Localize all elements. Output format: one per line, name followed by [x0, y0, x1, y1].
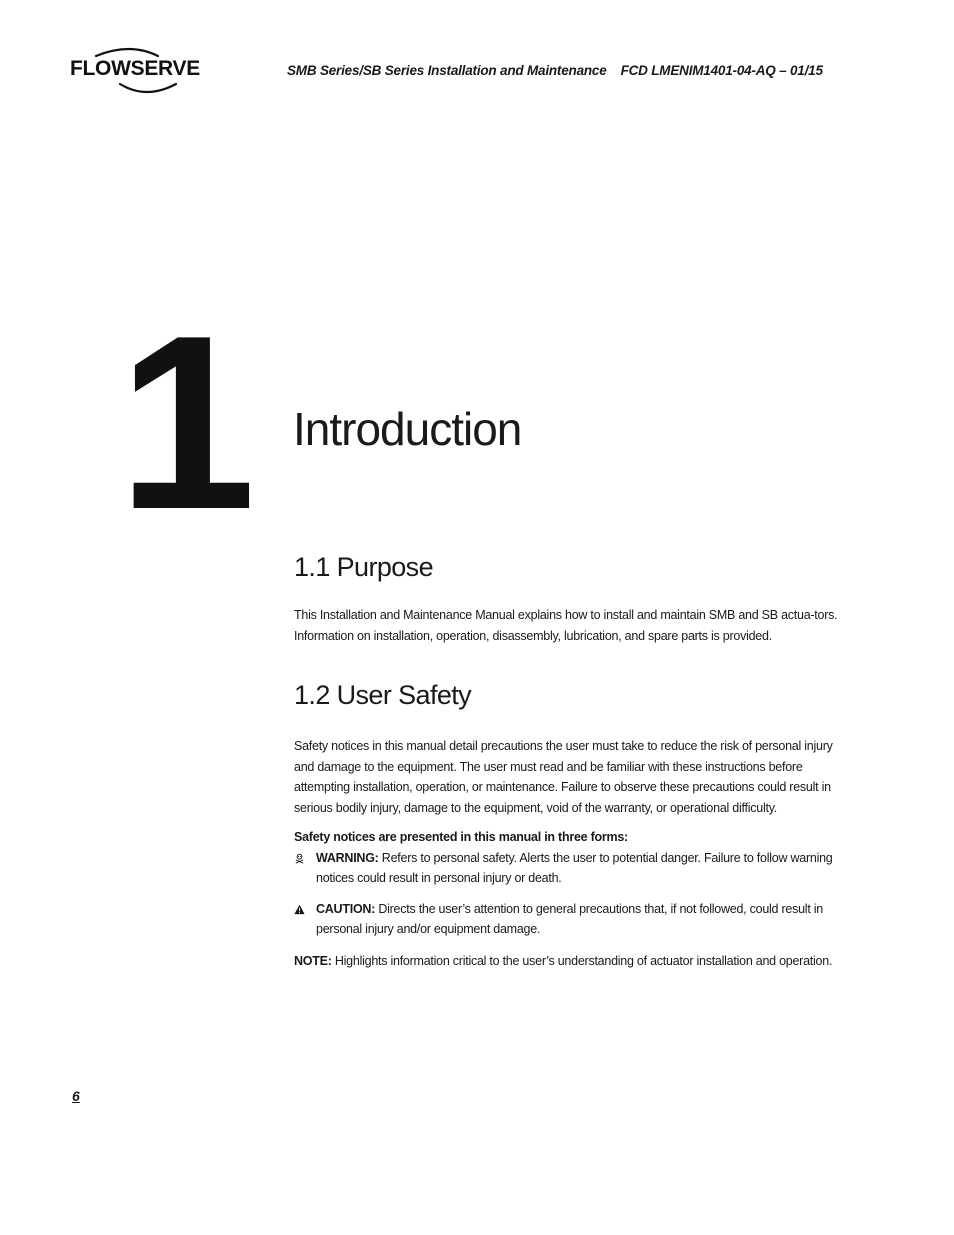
flowserve-logo: [70, 44, 210, 96]
logo-wordmark: FLOWSERVE: [70, 57, 200, 80]
chapter-title: Introduction: [293, 403, 522, 455]
purpose-paragraph: This Installation and Maintenance Manual explains how to install and maintain SMB and SB actua-tors. Information on installation, operation, disassembly, lubrication, and spare parts is provided.: [294, 608, 838, 643]
document-title: SMB Series/SB Series Installation and Maintenance: [287, 63, 607, 78]
warning-label: WARNING:: [316, 850, 379, 865]
warning-text: Refers to personal safety. Alerts the user to potential danger. Failure to follow warning notices could result in personal injury or death.: [316, 850, 833, 885]
page-number: 6: [72, 1088, 80, 1104]
caution-notice: [294, 899, 846, 940]
caution-label: CAUTION:: [316, 901, 376, 916]
section-heading-purpose: 1.1 Purpose: [294, 552, 433, 582]
warning-triangle-icon: [294, 904, 305, 915]
document-code: FCD LMENIM1401-04-AQ – 01/15: [620, 63, 823, 78]
safety-notices-lead: Safety notices are presented in this manual in three forms:: [294, 830, 628, 844]
note-text: Highlights information critical to the user’s understanding of actuator installation and operation.: [331, 953, 833, 968]
caution-text: Directs the user’s attention to general precautions that, if not followed, could result in personal injury and/or equipment damage.: [316, 901, 823, 936]
chapter-content: [294, 552, 846, 971]
user-safety-paragraph: Safety notices in this manual detail precautions the user must take to reduce the risk of personal injury and damage to the equipment. The user must read and be familiar with these instructions before attempting installation, operation, or maintenance. Failure to observe these precautions could result in serious bodily injury, damage to the equipment, void of the warranty, or operational difficulty.: [294, 739, 833, 815]
running-header: [287, 63, 823, 78]
skull-crossbones-icon: [294, 853, 305, 864]
chapter-number: 1: [118, 283, 246, 561]
note-label: NOTE:: [294, 953, 332, 968]
section-heading-user-safety: 1.2 User Safety: [294, 680, 472, 710]
note-paragraph: [294, 951, 846, 972]
warning-notice: [294, 848, 846, 889]
